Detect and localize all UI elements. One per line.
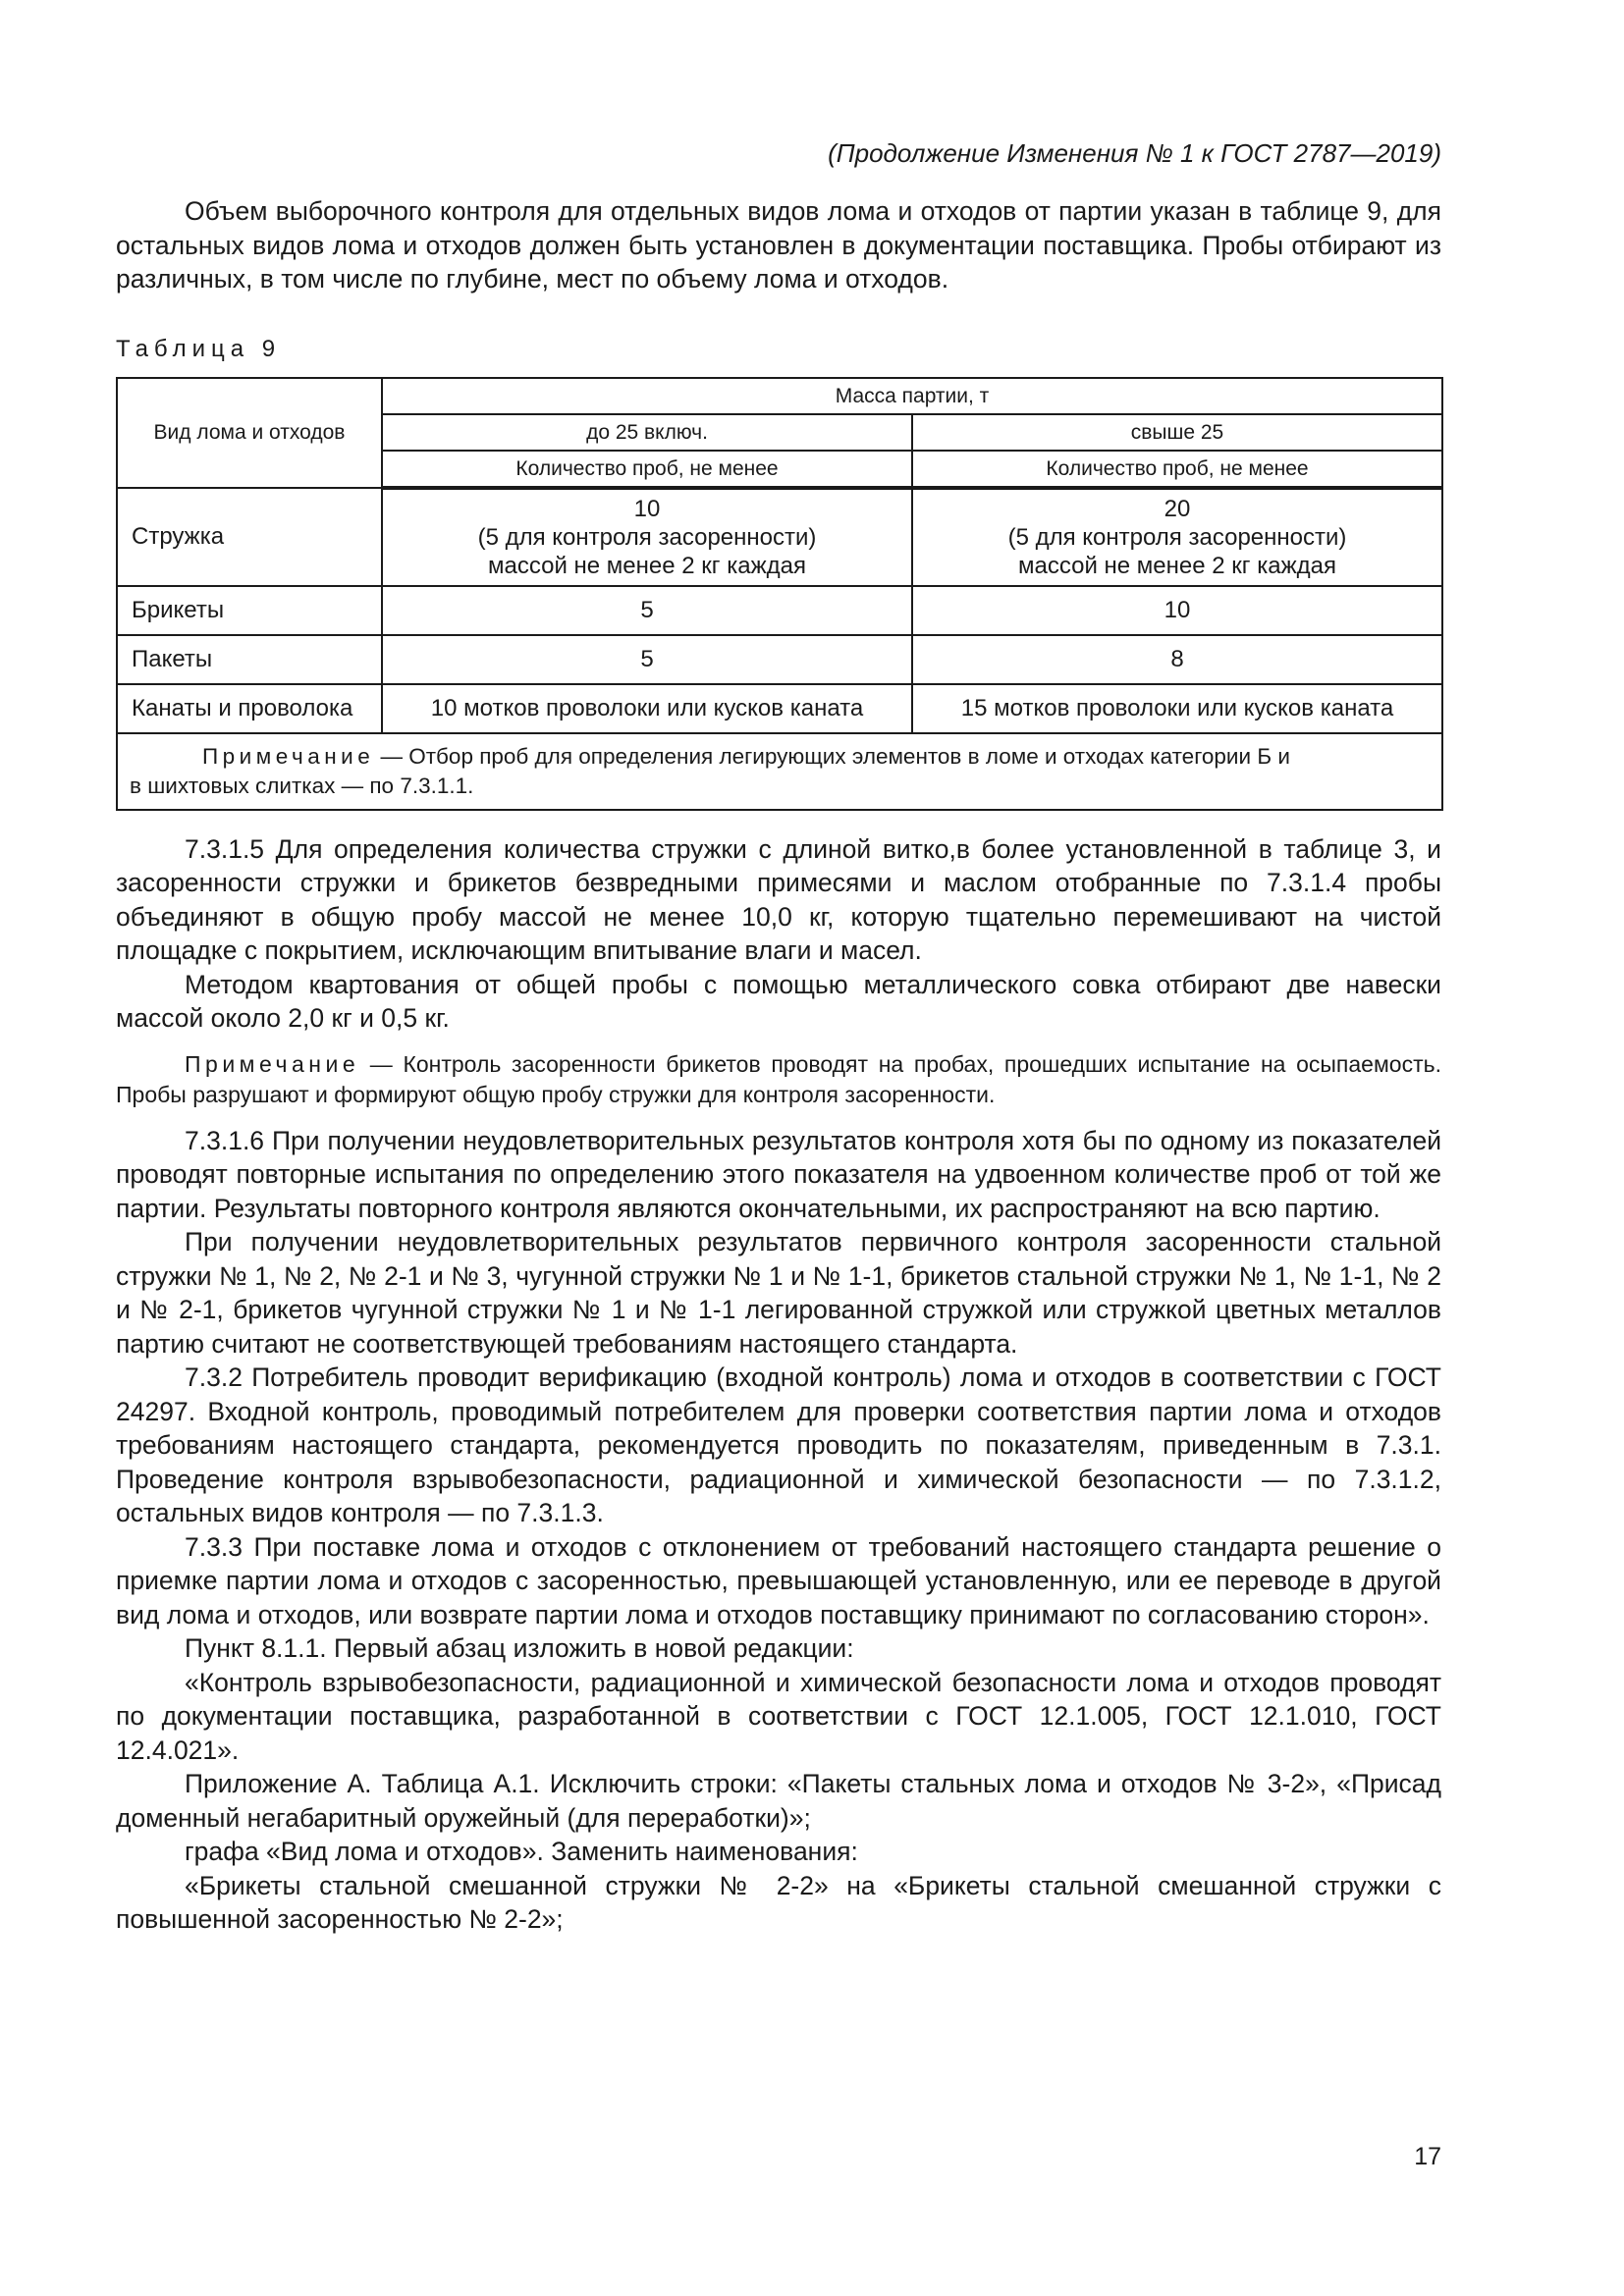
table-note-line-1 (130, 742, 1430, 772)
document-page (116, 137, 1441, 1937)
table-note-label: Примечание (202, 743, 375, 769)
row-value-1: 5 (382, 586, 912, 635)
table-note-text-2: в шихтовых слитках — по 7.3.1.1. (130, 773, 474, 798)
value-line: 20 (1164, 495, 1191, 522)
paragraph-primary-control: При получении неудовлетворительных результатов первичного контроля засоренности стальной стружки № 1, № 2, № 2-1 и № 3, чугунной стружки № 1 и № 1-1, брикетов стальной стружки № 1, № 1-1, № 2 и № 2-1, брикетов чугунной стружки № 1 и № 1-1 легированной стружкой или стружкой цветных металлов партию считают не соответствующей требованиям настоящего стандарта. (116, 1227, 1441, 1359)
page-number: 17 (1414, 2143, 1441, 2170)
row-name: Канаты и проволока (117, 684, 382, 733)
row-value-1: 5 (382, 635, 912, 684)
row-value-2: 15 мотков проволоки или кусков каната (912, 684, 1442, 733)
row-value-2 (912, 488, 1442, 586)
sampling-table (116, 377, 1443, 811)
paragraph-7316: 7.3.1.6 При получении неудовлетворительных результатов контроля хотя бы по одному из показателей проводят повторные испытания по определению этого показателя на удвоенном количестве проб от той же партии. Результаты повторного контроля являются окончательными, их распространяют на всю партию. (116, 1125, 1441, 1223)
col-head-type: Вид лома и отходов (117, 378, 382, 488)
mass-head: Масса партии, т (382, 378, 1442, 414)
paragraph-control: «Контроль взрывобезопасности, радиационной и химической безопасности лома и отходов проводят по документации поставщика, разработанной в соответствии с ГОСТ 12.1.005, ГОСТ 12.1.010, ГОСТ 12.4.021». (116, 1667, 1441, 1765)
value-line: 10 (633, 495, 661, 522)
paragraph-7315: 7.3.1.5 Для определения количества стружки с длиной витко,в более установленной в таблице 3, и засоренности стружки и брикетов безвредными примесями и маслом отобранные по 7.3.1.4 пробы объединяют в общую пробу массой не менее 10,0 кг, которую тщательно перемешивают на чистой площадке с покрытием, исключающим впитывание влаги и масел. (116, 833, 1441, 965)
row-name: Стружка (117, 488, 382, 586)
value-line: массой не менее 2 кг каждая (488, 552, 806, 579)
paragraph-briquettes: «Брикеты стальной смешанной стружки № 2-2» на «Брикеты стальной смешанной стружки с повышенной засоренностью № 2-2»; (116, 1870, 1441, 1934)
row-value-1 (382, 488, 912, 586)
table-note-text: — Отбор проб для определения легирующих элементов в ломе и отходах категории Б и (374, 743, 1290, 769)
note-paragraph (116, 1049, 1441, 1110)
mass-col-1: до 25 включ. (382, 414, 912, 451)
qty-head-2: Количество проб, не менее (912, 451, 1442, 488)
table-note (117, 733, 1442, 810)
page-header: (Продолжение Изменения № 1 к ГОСТ 2787—2019) (828, 138, 1441, 168)
qty-head-1: Количество проб, не менее (382, 451, 912, 488)
paragraph-733: 7.3.3 При поставке лома и отходов с отклонением от требований настоящего стандарта решение о приемке партии лома и отходов с засоренностью, превышающей установленную, или ее переводе в другой вид лома и отходов, или возврате партии лома и отходов поставщику принимают по согласованию сторон». (116, 1531, 1441, 1629)
table-caption: Таблица 9 (116, 335, 282, 362)
value-line: массой не менее 2 кг каждая (1018, 552, 1336, 579)
row-value-2: 8 (912, 635, 1442, 684)
row-value-2: 10 (912, 586, 1442, 635)
value-line: (5 для контроля засоренности) (1007, 523, 1347, 551)
row-name: Брикеты (117, 586, 382, 635)
paragraph-quartering: Методом квартования от общей пробы с помощью металлического совка отбирают две навески массой около 2,0 кг и 0,5 кг. (116, 969, 1441, 1033)
paragraph-811: Пункт 8.1.1. Первый абзац изложить в новой редакции: (185, 1633, 854, 1663)
row-value-1: 10 мотков проволоки или кусков каната (382, 684, 912, 733)
paragraph-732: 7.3.2 Потребитель проводит верификацию (входной контроль) лома и отходов в соответствии с ГОСТ 24297. Входной контроль, проводимый потребителем для проверки соответствия партии лома и отходов требованиям настоящего стандарта, рекомендуется проводить по показателям, приведенным в 7.3.1. Проведение контроля взрывобезопасности, радиационной и химической безопасности — по 7.3.1.2, остальных видов контроля — по 7.3.1.3. (116, 1362, 1441, 1527)
intro-paragraph: Объем выборочного контроля для отдельных видов лома и отходов от партии указан в таблице 9, для остальных видов лома и отходов должен быть установлен в документации поставщика. Пробы отбирают из различных, в том числе по глубине, мест по объему лома и отходов. (116, 196, 1441, 294)
mass-col-2: свыше 25 (912, 414, 1442, 451)
note-label: Примечание (185, 1050, 360, 1077)
paragraph-column: графа «Вид лома и отходов». Заменить наименования: (185, 1837, 858, 1866)
note-text: — Контроль засоренности брикетов проводят на пробах, прошедших испытание на осыпаемость. Пробы разрушают и формируют общую пробу стружки для контроля засоренности. (116, 1050, 1441, 1107)
paragraph-appendix-a: Приложение А. Таблица А.1. Исключить строки: «Пакеты стальных лома и отходов № 3-2», «Присад доменный негабаритный оружейный (для переработки)»; (116, 1769, 1441, 1833)
value-line: (5 для контроля засоренности) (477, 523, 817, 551)
row-name: Пакеты (117, 635, 382, 684)
